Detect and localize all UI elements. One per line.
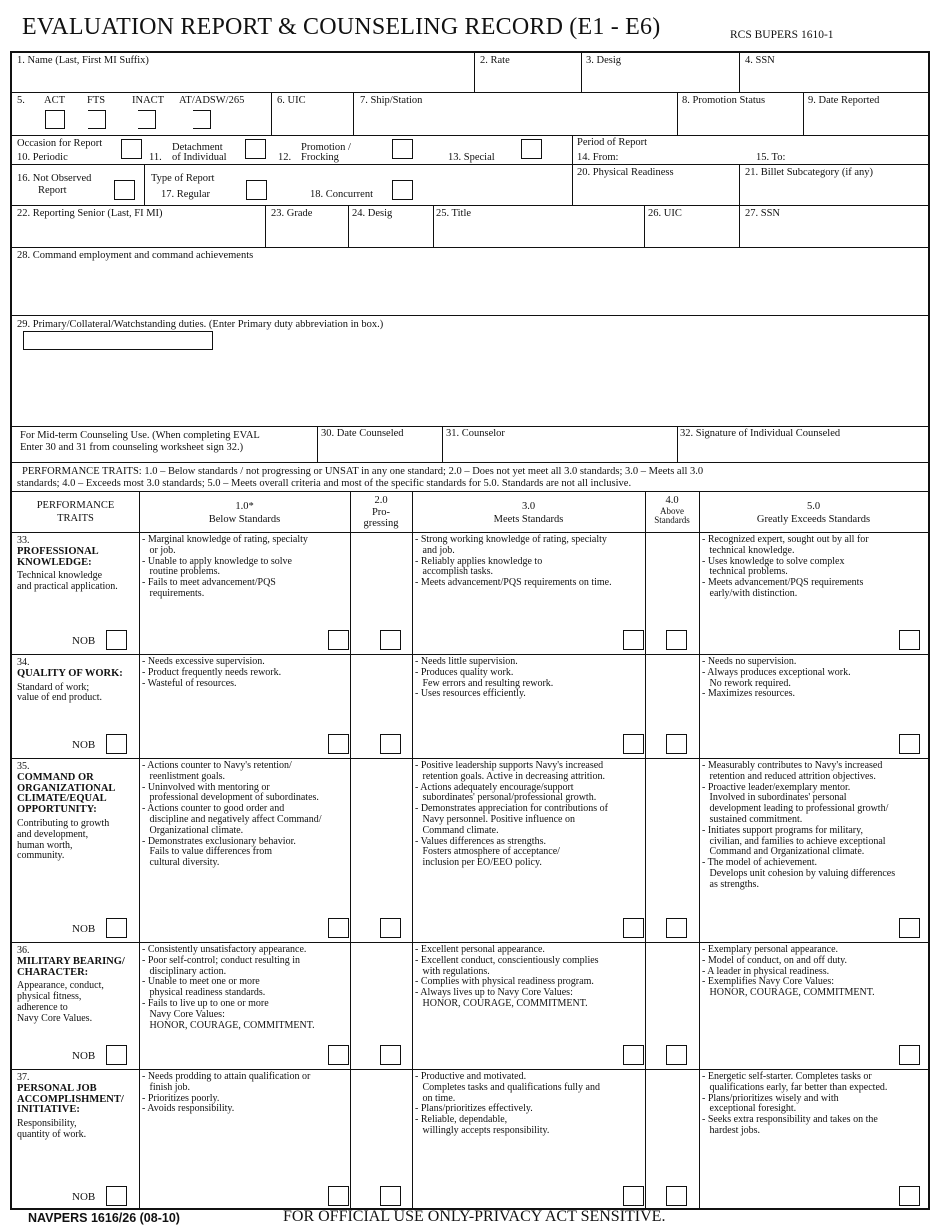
trait-subtitle: Standard of work; value of end product. [17,681,102,704]
title-label: 25. Title [436,208,472,219]
trait-label [17,762,137,862]
meets-standards-text: - Positive leadership supports Navy's increased retention goals. Active in decreasing attrition. - Actions adequately encourage/support subordinates' personal/professional growth. - Demonstrates appreciation for contributions of Navy personnel. Positive influence on Command climate. - Values differences as strengths. Fosters atmosphere of acceptance/ inclusion per EO/EEO policy. [415,760,608,869]
greatly-exceeds-text: - Needs no supervision. - Always produces exceptional work. No rework required. - Maximizes resources. [702,656,851,700]
detachment-checkbox[interactable] [245,139,266,159]
above-checkbox[interactable] [666,1186,687,1206]
item5-label: 5. [17,95,25,106]
inact-checkbox[interactable] [138,110,156,129]
trait-title: MILITARY BEARING/ CHARACTER: [17,955,125,978]
trait-number: 37. [17,1072,30,1083]
evaluation-form [10,51,930,1210]
greatly-checkbox[interactable] [899,630,920,650]
period-label: Period of Report [577,137,647,148]
to-label: 15. To: [756,152,786,163]
fts-label: FTS [87,95,106,106]
ssn-label: 4. SSN [745,55,775,66]
col-above-1: 4.0 [665,495,679,506]
greatly-exceeds-text: - Measurably contributes to Navy's increased retention and reduced attrition objectives. - Proactive leader/exemplary mentor. Involved in subordinates' personal development leading to professional growth/ sustained commitment. - Initiates support programs for military, civilian, and families to achieve exceptional Command and Organizational climate. - The model of achievement. Develops unit cohesion by valuing differences as strengths. [702,760,896,890]
col-progressing-2: Pro- [371,507,391,518]
below-checkbox[interactable] [328,630,349,650]
above-checkbox[interactable] [666,1045,687,1065]
atadsw-checkbox[interactable] [193,110,211,129]
promotion-status-label: 8. Promotion Status [682,95,766,106]
inact-label: INACT [132,95,165,106]
billet-label: 21. Billet Subcategory (if any) [745,167,874,178]
below-standards-text: - Needs excessive supervision. - Product frequently needs rework. - Wasteful of resources. [142,656,282,689]
date-counseled-label: 30. Date Counseled [321,428,404,439]
concurrent-label: 18. Concurrent [310,189,373,200]
nob-checkbox[interactable] [106,734,127,754]
signature-label: 32. Signature of Individual Counseled [680,428,841,439]
nob-label: NOB [72,739,96,751]
duties-field[interactable] [12,353,928,423]
atadsw-label: AT/ADSW/265 [179,95,245,106]
greatly-checkbox[interactable] [899,734,920,754]
trait-title: COMMAND OR ORGANIZATIONAL CLIMATE/EQUAL OPPORTUNITY: [17,771,116,816]
nob-label: NOB [72,635,96,647]
nob-label: NOB [72,923,96,935]
duties-label: 29. Primary/Collateral/Watchstanding duties. (Enter Primary duty abbreviation in box.) [17,319,384,330]
desig-label: 3. Desig [586,55,621,66]
occasion-label: Occasion for Report [17,138,103,149]
row-divider [12,1069,928,1070]
reporting-senior-label: 22. Reporting Senior (Last, FI MI) [17,208,163,219]
below-checkbox[interactable] [328,1045,349,1065]
rate-label: 2. Rate [480,55,510,66]
greatly-checkbox[interactable] [899,918,920,938]
fts-checkbox[interactable] [88,110,106,129]
trait-subtitle: Responsibility, quantity of work. [17,1118,87,1140]
below-standards-text: - Needs prodding to attain qualification or finish job. - Prioritizes poorly. - Avoids responsibility. [142,1071,311,1115]
senior-ssn-label: 27. SSN [745,208,781,219]
trait-subtitle: Appearance, conduct, physical fitness, adherence to Navy Core Values. [17,980,104,1024]
col-above-2: Above [660,506,684,516]
above-checkbox[interactable] [666,630,687,650]
special-checkbox[interactable] [521,139,542,159]
periodic-label: 10. Periodic [17,152,68,163]
row-divider [12,942,928,943]
promotion-label-1: Promotion / [301,142,351,153]
traits-legend-line-1: PERFORMANCE TRAITS: 1.0 – Below standards / not progressing or UNSAT in any one standard; 2.0 – Does not yet meet all 3.0 standards; 3.0 – Meets all 3.0 [22,466,704,477]
col-below-2: Below Standards [208,514,281,525]
midterm-label-1: For Mid-term Counseling Use. (When completing EVAL [20,430,260,441]
promotion-checkbox[interactable] [392,139,413,159]
col-progressing-3: gressing [363,518,399,529]
act-checkbox[interactable] [45,110,65,129]
privacy-notice: FOR OFFICIAL USE ONLY-PRIVACY ACT SENSITIVE. [283,1208,666,1225]
meets-checkbox[interactable] [623,734,644,754]
nob-label: NOB [72,1191,96,1203]
physical-readiness-label: 20. Physical Readiness [577,167,674,178]
below-standards-text: - Consistently unsatisfactory appearance. - Poor self-control; conduct resulting in disciplinary action. - Unable to meet one or more physical readiness standards. - Fails to live up to one or more Navy Core Values: HONOR, COURAGE, COMMITMENT. [142,944,315,1031]
col-meets-1: 3.0 [521,501,536,512]
uic-label: 6. UIC [277,95,306,106]
below-standards-text: - Actions counter to Navy's retention/ reenlistment goals. - Uninvolved with mentoring or professional development of subordinates. - Actions counter to good order and discipline and negatively affect Command/ Organizational climate. - Demonstrates exclusionary behavior. Fails to value differences from cultural diversity. [142,760,322,869]
not-observed-label-1: 16. Not Observed [17,173,92,184]
regular-checkbox[interactable] [246,180,267,200]
special-label: 13. Special [448,152,495,163]
trait-label [17,536,137,593]
col-greatly-1: 5.0 [806,501,821,512]
form-title: EVALUATION REPORT & COUNSELING RECORD (E1 - E6) [22,14,661,40]
trait-title: PROFESSIONAL KNOWLEDGE: [17,545,99,568]
trait-title: PERSONAL JOB ACCOMPLISHMENT/ INITIATIVE: [17,1082,124,1116]
trait-label [17,946,137,1025]
below-checkbox[interactable] [328,1186,349,1206]
trait-number: 36. [17,945,30,956]
type-label: Type of Report [151,173,215,184]
trait-title: QUALITY OF WORK: [17,667,123,679]
progressing-checkbox[interactable] [380,1186,401,1206]
command-employment-label: 28. Command employment and command achievements [17,250,254,261]
primary-duty-box[interactable] [23,331,213,350]
meets-standards-text: - Excellent personal appearance. - Excellent conduct, conscientiously complies with regulations. - Complies with physical readiness program. - Always lives up to Navy Core Values: HONOR, COURAGE, COMMITMENT. [415,944,599,1009]
row-divider [12,654,928,655]
name-label: 1. Name (Last, First MI Suffix) [17,55,149,66]
senior-desig-label: 24. Desig [352,208,393,219]
counselor-label: 31. Counselor [446,428,505,439]
date-reported-label: 9. Date Reported [808,95,880,106]
trait-number: 35. [17,761,30,772]
senior-uic-label: 26. UIC [648,208,682,219]
col-greatly-2: Greatly Exceeds Standards [756,514,871,525]
detachment-label-1: Detachment [172,142,223,153]
below-standards-text: - Marginal knowledge of rating, specialty or job. - Unable to apply knowledge to solve routine problems. - Fails to meet advancement/PQS requirements. [142,534,308,599]
trait-subtitle: Contributing to growth and development, human worth, community. [17,817,110,862]
midterm-label-2: Enter 30 and 31 from counseling worksheet sign 32.) [20,442,244,453]
col-traits-1: PERFORMANCE [36,500,115,511]
trait-number: 34. [17,657,30,668]
regular-label: 17. Regular [161,189,210,200]
nob-checkbox[interactable] [106,918,127,938]
col-below-1: 1.0* [235,501,254,512]
rcs-number: RCS BUPERS 1610-1 [730,29,834,41]
meets-standards-text: - Productive and motivated. Completes tasks and qualifications fully and on time. - Plans/prioritizes effectively. - Reliable, dependable, willingly accepts responsibility. [415,1071,600,1136]
from-label: 14. From: [577,152,619,163]
below-checkbox[interactable] [328,734,349,754]
progressing-checkbox[interactable] [380,918,401,938]
above-checkbox[interactable] [666,734,687,754]
nob-label: NOB [72,1050,96,1062]
below-checkbox[interactable] [328,918,349,938]
above-checkbox[interactable] [666,918,687,938]
trait-number: 33. [17,535,30,546]
form-number: NAVPERS 1616/26 (08-10) [28,1211,180,1225]
progressing-checkbox[interactable] [380,1045,401,1065]
progressing-checkbox[interactable] [380,630,401,650]
greatly-exceeds-text: - Exemplary personal appearance. - Model of conduct, on and off duty. - A leader in physical readiness. - Exemplifies Navy Core Values: HONOR, COURAGE, COMMITMENT. [702,944,875,999]
meets-checkbox[interactable] [623,630,644,650]
greatly-exceeds-text: - Recognized expert, sought out by all for technical knowledge. - Uses knowledge to solve complex technical problems. - Meets advancement/PQS requirements early/with distinction. [702,534,869,599]
greatly-exceeds-text: - Energetic self-starter. Completes tasks or qualifications early, far better than expected. - Plans/prioritizes wisely and with exceptional foresight. - Seeks extra responsibility and takes on the hardest jobs. [702,1071,888,1136]
command-employment-field[interactable] [12,261,928,313]
not-observed-label-2: Report [38,185,67,196]
meets-checkbox[interactable] [623,1045,644,1065]
traits-legend-line-2: standards; 4.0 – Exceeds most 3.0 standards; 5.0 – Meets overall criteria and most of the specific standards for 5.0. Standards are not all inclusive. [17,478,632,489]
row-divider [12,758,928,759]
act-label: ACT [44,95,65,106]
nob-checkbox[interactable] [106,630,127,650]
detachment-label-2: of Individual [172,152,227,163]
col-meets-2: Meets Standards [493,514,564,525]
meets-checkbox[interactable] [623,918,644,938]
grade-label: 23. Grade [271,208,313,219]
progressing-checkbox[interactable] [380,734,401,754]
promotion-label-2: Frocking [301,152,339,163]
not-observed-checkbox[interactable] [114,180,135,200]
greatly-checkbox[interactable] [899,1186,920,1206]
meets-checkbox[interactable] [623,1186,644,1206]
greatly-checkbox[interactable] [899,1045,920,1065]
item11-num: 11. [149,152,162,163]
meets-standards-text: - Needs little supervision. - Produces quality work. Few errors and resulting rework. - Uses resources efficiently. [415,656,554,700]
meets-standards-text: - Strong working knowledge of rating, specialty and job. - Reliably applies knowledge to accomplish tasks. - Meets advancement/PQS requirements on time. [415,534,612,589]
trait-subtitle: Technical knowledge and practical application. [17,570,118,593]
periodic-checkbox[interactable] [121,139,142,159]
col-progressing-1: 2.0 [374,495,388,506]
nob-checkbox[interactable] [106,1045,127,1065]
nob-checkbox[interactable] [106,1186,127,1206]
concurrent-checkbox[interactable] [392,180,413,200]
col-traits-2: TRAITS [57,513,94,524]
trait-label [17,658,137,704]
col-above-3: Standards [654,515,690,525]
item12-num: 12. [278,152,292,163]
ship-station-label: 7. Ship/Station [360,95,423,106]
trait-label [17,1073,137,1141]
